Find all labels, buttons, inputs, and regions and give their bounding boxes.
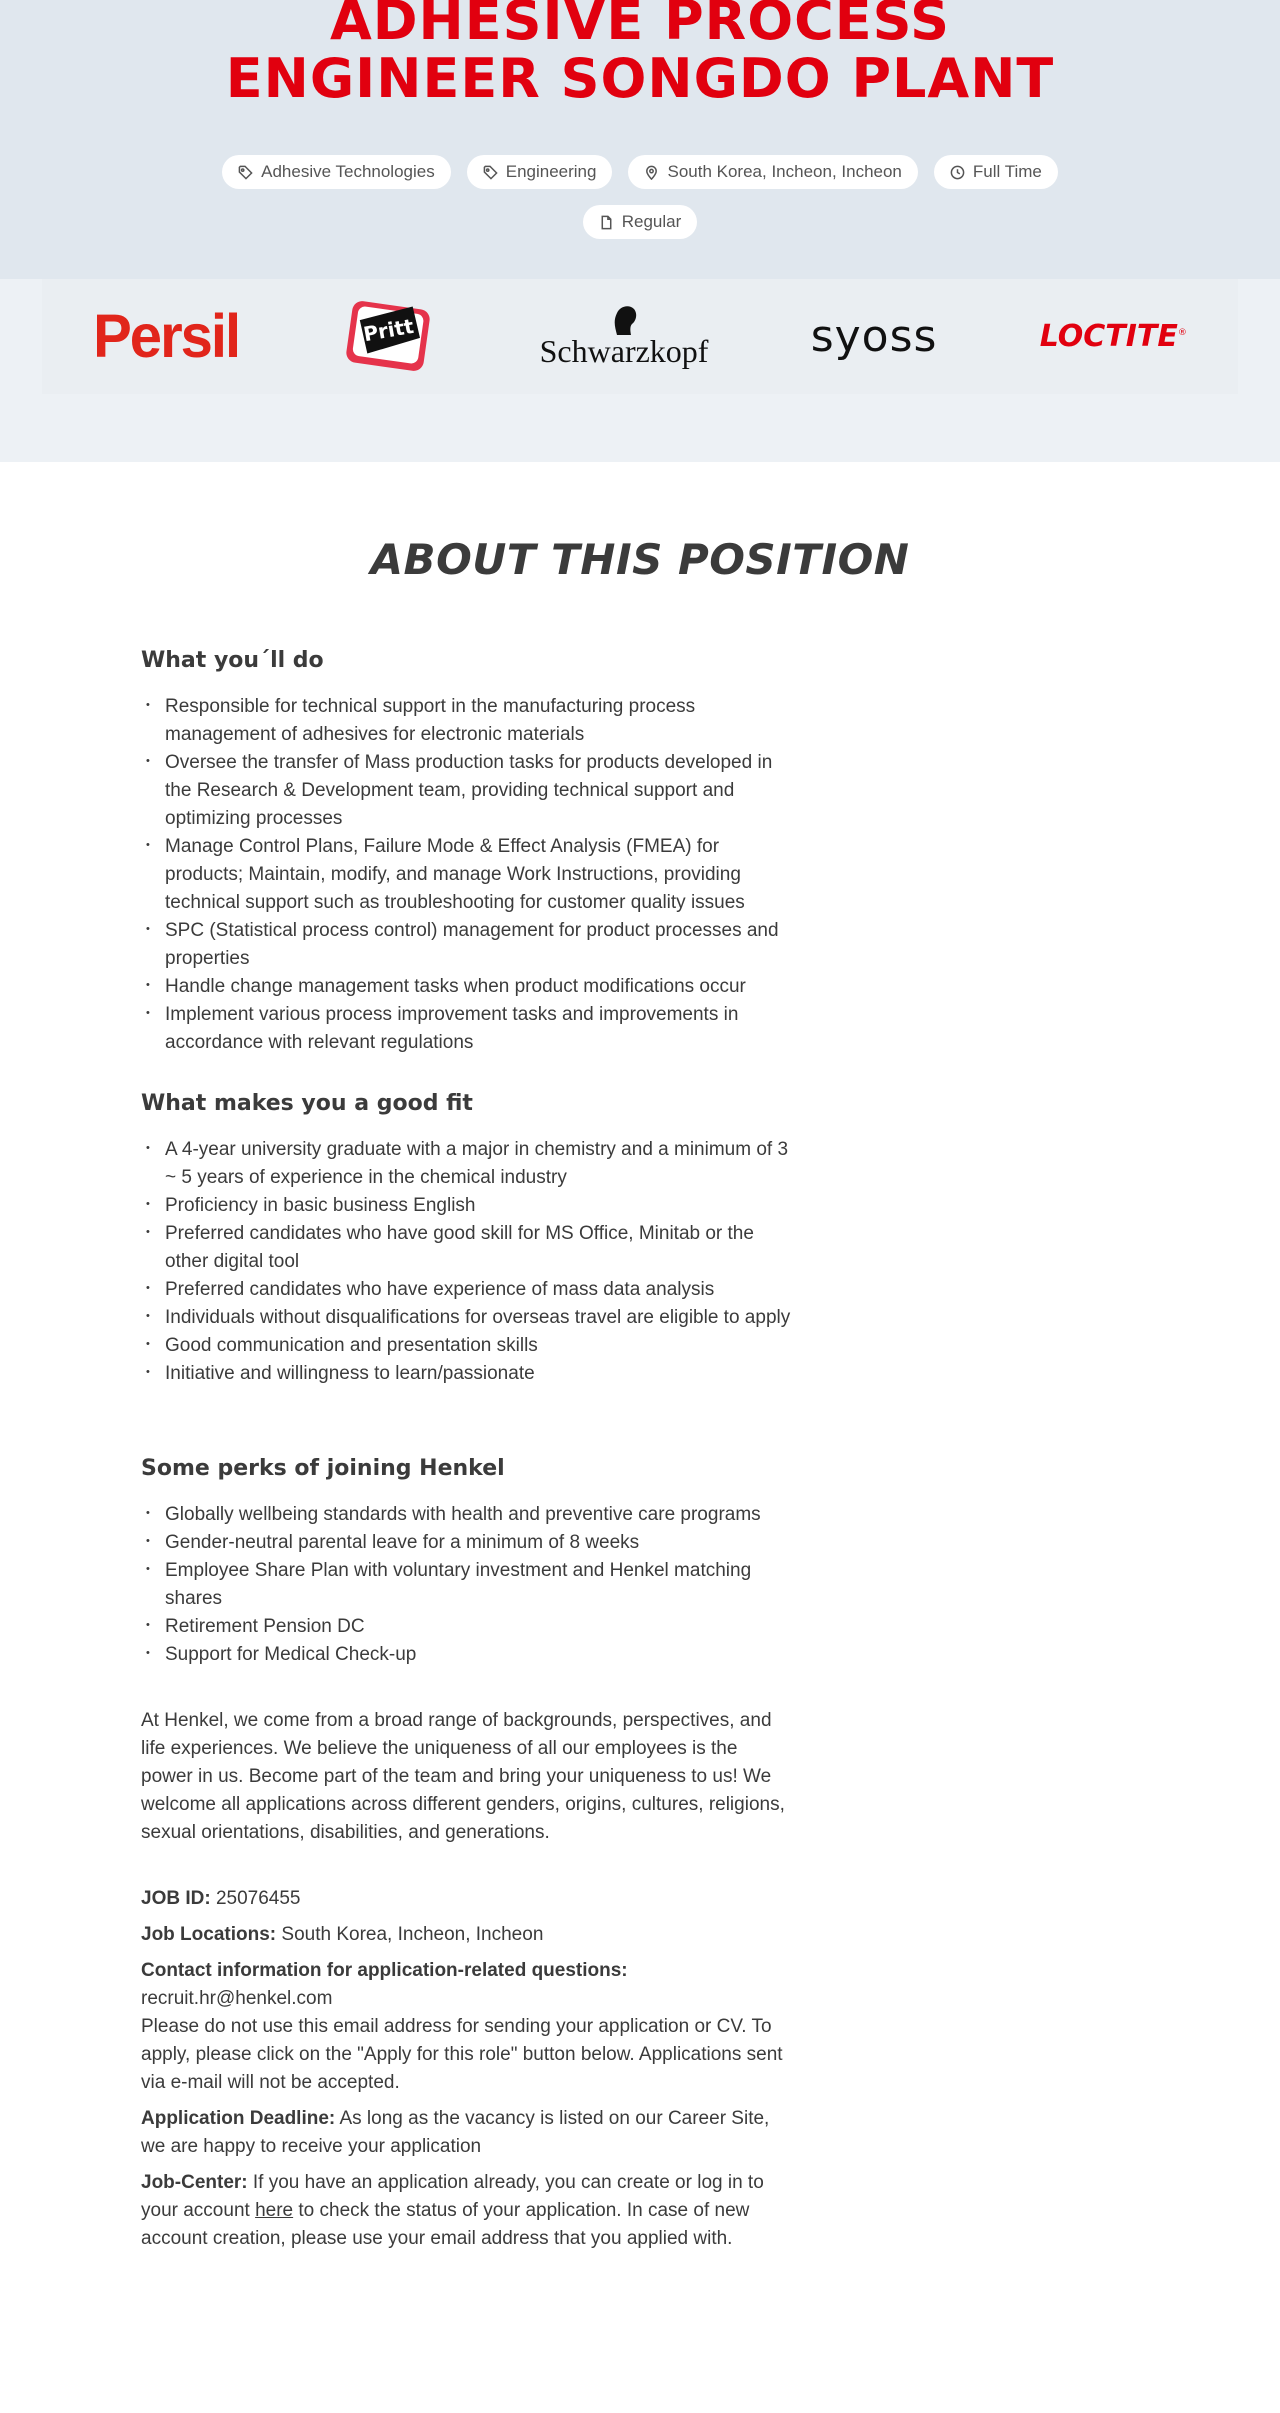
list-item: • Manage Control Plans, Failure Mode & Effect Analysis (FMEA) for products; Maintain, modify, and manage Work Instructions, providing technical support such as troubleshooting for customer quality issues [141, 833, 791, 917]
tag-label: South Korea, Incheon, Incheon [667, 162, 902, 181]
list-item: • Individuals without disqualifications for overseas travel are eligible to apply [141, 1304, 791, 1332]
list-item: • Proficiency in basic business English [141, 1192, 791, 1220]
schwarzkopf-wordmark: Schwarzkopf [539, 333, 709, 369]
syoss-logo [811, 292, 938, 382]
list-item: • Retirement Pension DC [141, 1613, 791, 1641]
job-locations-row [141, 1921, 791, 1949]
list-item: • Support for Medical Check-up [141, 1641, 791, 1669]
contact-row [141, 1957, 791, 2097]
persil-logo [93, 292, 239, 382]
section-what-youll-do [141, 648, 791, 1057]
job-center-text-pre: If you have an application already, you can create or log in to your account [141, 2172, 764, 2221]
list-item: • Responsible for technical support in the manufacturing process management of adhesives for electronic materials [141, 693, 791, 749]
contact-email: recruit.hr@henkel.com [141, 1988, 333, 2009]
list-item: • Gender-neutral parental leave for a minimum of 8 weeks [141, 1529, 791, 1557]
job-locations-value: South Korea, Incheon, Incheon [281, 1924, 544, 1945]
syoss-wordmark: syoss [810, 311, 938, 362]
list-item: • Employee Share Plan with voluntary investment and Henkel matching shares [141, 1557, 791, 1613]
tag-icon [483, 165, 498, 180]
job-hero [0, 0, 1280, 279]
tag-contract-type [583, 205, 698, 239]
tag-location [628, 155, 917, 189]
list-item: • Good communication and presentation skills [141, 1332, 791, 1360]
job-id-value: 25076455 [215, 1888, 301, 1909]
persil-wordmark: Persil [93, 302, 240, 371]
tag-function [467, 155, 613, 189]
responsibilities-list [141, 693, 791, 1057]
list-item: • Preferred candidates who have good skill for MS Office, Minitab or the other digital tool [141, 1220, 791, 1276]
page-title-line-2: ENGINEER SONGDO PLANT [225, 47, 1055, 110]
list-item: • Oversee the transfer of Mass production tasks for products developed in the Research & Development team, providing technical support and optimizing processes [141, 749, 791, 833]
pritt-wordmark: Pritt [361, 313, 416, 346]
pritt-logo-graphic [341, 297, 437, 377]
section-heading: What makes you a good fit [141, 1091, 473, 1116]
list-item: • Preferred candidates who have experience of mass data analysis [141, 1276, 791, 1304]
brand-strip [0, 279, 1280, 462]
document-icon [599, 215, 614, 230]
section-good-fit [141, 1091, 791, 1388]
schwarzkopf-head-icon [609, 303, 639, 337]
job-center-text-post: to check the status of your application. In case of new account creation, please use your email address that you applied with. [141, 2200, 750, 2249]
loctite-logo [1040, 292, 1187, 382]
job-center-here-link[interactable]: here [255, 2200, 294, 2221]
list-item: • SPC (Statistical process control) management for product processes and properties [141, 917, 791, 973]
location-pin-icon [644, 165, 659, 180]
about-section-title: ABOUT THIS POSITION [370, 535, 910, 584]
job-locations-label: Job Locations: [141, 1924, 277, 1945]
pritt-logo [341, 292, 437, 382]
job-id-row [141, 1885, 791, 1913]
job-center-row [141, 2169, 791, 2253]
diversity-statement: At Henkel, we come from a broad range of backgrounds, perspectives, and life experiences. We believe the uniqueness of all our employees is the power in us. Become part of the team and bring your uniqueness to us! We welcome all applications across different genders, origins, cultures, religions, sexual orientations, disabilities, and generations. [141, 1710, 785, 1843]
section-perks [141, 1456, 791, 1669]
tag-business-unit [222, 155, 451, 189]
section-heading: What you´ll do [141, 648, 324, 673]
loctite-text: LOCTITE [1039, 319, 1178, 354]
page-title-line-1: ADHESIVE PROCESS [329, 0, 951, 52]
tag-label: Adhesive Technologies [261, 162, 435, 181]
perks-list [141, 1501, 791, 1669]
tag-label: Engineering [505, 162, 597, 181]
list-item: • Handle change management tasks when product modifications occur [141, 973, 791, 1001]
deadline-row [141, 2105, 791, 2161]
tag-time-type [934, 155, 1058, 189]
tag-label: Regular [621, 212, 682, 231]
job-id-label: JOB ID: [141, 1888, 211, 1909]
deadline-value: As long as the vacancy is listed on our Career Site, we are happy to receive your application [141, 2108, 770, 2157]
list-item: • A 4-year university graduate with a major in chemistry and a minimum of 3 ~ 5 years of experience in the chemical industry [141, 1136, 791, 1192]
job-description [141, 648, 791, 2261]
clock-icon [950, 165, 965, 180]
list-item: • Initiative and willingness to learn/passionate [141, 1360, 791, 1388]
tag-icon [238, 165, 253, 180]
job-meta [141, 1885, 791, 2253]
loctite-registered-mark: ® [1177, 328, 1187, 338]
requirements-list [141, 1136, 791, 1388]
tag-label: Full Time [972, 162, 1042, 181]
job-tags [0, 155, 1280, 239]
job-center-label: Job-Center: [141, 2172, 248, 2193]
brand-logos [42, 279, 1238, 394]
list-item: • Implement various process improvement tasks and improvements in accordance with relevant regulations [141, 1001, 791, 1057]
list-item: • Globally wellbeing standards with health and preventive care programs [141, 1501, 791, 1529]
page-title [0, 0, 1280, 108]
loctite-wordmark [1040, 319, 1187, 354]
deadline-label: Application Deadline: [141, 2108, 336, 2129]
schwarzkopf-logo [540, 292, 709, 382]
contact-label: Contact information for application-related questions: [141, 1960, 628, 1981]
contact-note: Please do not use this email address for sending your application or CV. To apply, please click on the "Apply for this role" button below. Applications sent via e-mail will not be accepted. [141, 2016, 783, 2093]
section-heading: Some perks of joining Henkel [141, 1456, 505, 1481]
